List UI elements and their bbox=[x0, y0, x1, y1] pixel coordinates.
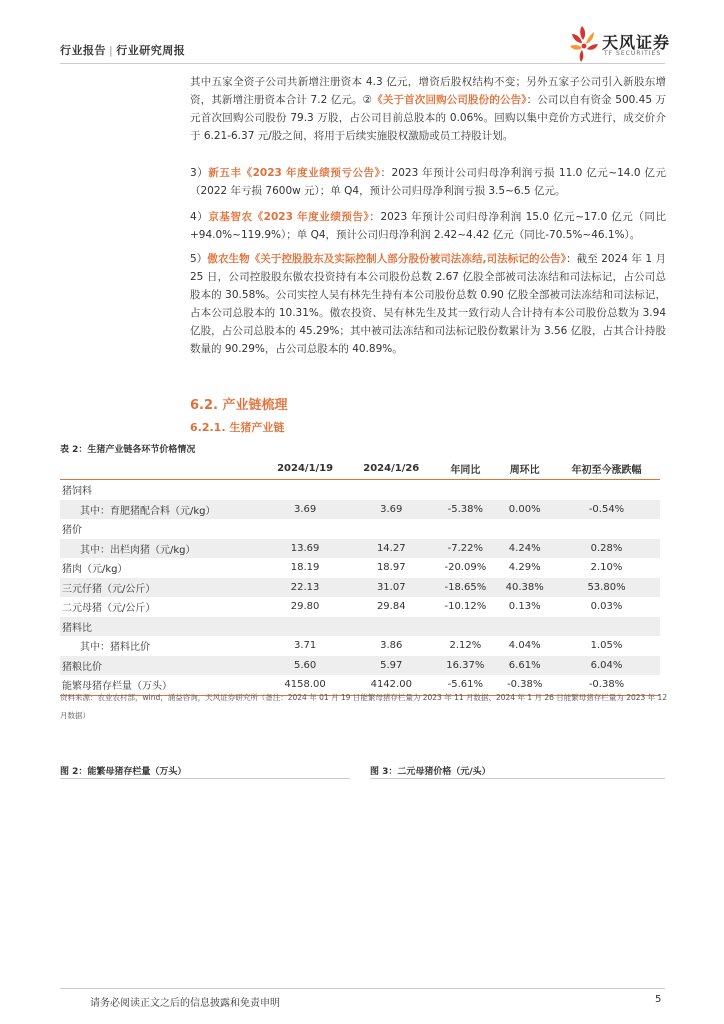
paragraph-text: ：截至 2024 年 1 月 25 日，公司控股股东傲农投资持有本公司股份总数 2.67 亿股全部被司法冻结和司法标记，占公司总股本的 30.58%。公司实控人吴有林先生持有本公司股份总数 0.90 亿股全部被司法冻结和司法标记，占本公司总股本的 10.31%。傲农投资、吴有林先生及其一致行动人合计持有本公司股份总数为 3.94 亿股，占公司总股本的 45.29%；其中被司法冻结和司法标记股份数累计为 3.56 亿股，占其合计持股数量的 90.29%，占公司总股本的 40.89%。 bbox=[190, 253, 666, 355]
table-cell: 0.13% bbox=[508, 601, 541, 613]
row-label: 猪饲料 bbox=[62, 486, 92, 498]
announcement-title: 京基智农《2023 年度业绩预告》 bbox=[208, 211, 370, 223]
figure-2-title: 图 2：能繁母猪存栏量（万头） bbox=[60, 767, 187, 777]
table-cell: 3.86 bbox=[380, 640, 403, 652]
section-heading-6-2: 6.2. 产业链梳理 bbox=[190, 398, 288, 413]
brand-logo bbox=[568, 22, 671, 66]
brand-logo-icon bbox=[568, 24, 602, 64]
table-row bbox=[60, 578, 660, 598]
paragraph-text: 其中五家全资子公司共新增注册资本 4.3 亿元，增资后股权结构不变；另外五家子公司引入新股东增资，其新增注册资本合计 7.2 亿元。② bbox=[190, 76, 666, 106]
table-cell: 5.60 bbox=[262, 656, 348, 676]
table-cell: 4.24% bbox=[496, 539, 553, 559]
table-cell: -20.09% bbox=[444, 562, 487, 574]
table-cell: 3.69 bbox=[348, 500, 434, 520]
table-cell bbox=[496, 617, 553, 637]
paragraph-text: ：2023 年预计公司归母净利润亏损 11.0 亿元~14.0 亿元（2022 年亏损 7600w 元）；单 Q4，预计公司归母净利润亏损 3.5~6.5 亿元。 bbox=[190, 167, 666, 197]
footer-divider bbox=[60, 988, 665, 989]
table-cell: 40.38% bbox=[496, 578, 553, 598]
announcement-title: 傲农生物《关于控股股东及实际控制人部分股份被司法冻结,司法标记的公告》 bbox=[207, 253, 567, 265]
item-number: 3） bbox=[190, 167, 209, 179]
table-cell: 29.84 bbox=[376, 601, 406, 613]
table-row bbox=[60, 480, 660, 500]
table-cell: 6.04% bbox=[553, 656, 660, 676]
paragraph-text: ：公司以自有资金 500.45 万元首次回购公司股份 79.3 万股，占公司目前总股本的 0.06%。回购以集中竞价方式进行，成交价介于 6.21-6.37 元/股之间，将用于后续实施股权激励或员工持股计划。 bbox=[190, 94, 666, 142]
table-cell: 29.80 bbox=[290, 601, 320, 613]
table-cell bbox=[348, 480, 434, 500]
table-cell: 3.69 bbox=[262, 500, 348, 520]
row-label: 能繁母猪存栏量（万头） bbox=[60, 675, 262, 695]
table-cell: 5.97 bbox=[348, 656, 434, 676]
table-cell bbox=[348, 519, 434, 539]
table-cell: 2.12% bbox=[449, 640, 482, 652]
table-cell bbox=[434, 519, 496, 539]
table-cell bbox=[348, 617, 434, 637]
item-number: 5） bbox=[190, 253, 208, 265]
row-label: 其中：猪料比价 bbox=[80, 642, 150, 654]
report-subcategory-label: 行业研究周报 bbox=[116, 44, 186, 57]
brand-name-cn: 天风证券 bbox=[602, 33, 671, 52]
row-label: 猪粮比价 bbox=[60, 656, 262, 676]
table-cell: 1.05% bbox=[590, 640, 623, 652]
figure-3-title: 图 3：二元母猪价格（元/头） bbox=[370, 767, 491, 777]
table-cell bbox=[434, 617, 496, 637]
table-cell: -7.22% bbox=[434, 539, 496, 559]
price-table bbox=[60, 457, 660, 696]
table-row bbox=[60, 656, 660, 676]
page-number: 5 bbox=[655, 994, 662, 1005]
announcement-title: 《关于首次回购公司股份的公告》 bbox=[372, 94, 527, 106]
table-row bbox=[60, 519, 660, 539]
table-cell: -0.54% bbox=[553, 500, 660, 520]
table-header-cell bbox=[60, 457, 262, 480]
header-separator: | bbox=[109, 44, 114, 57]
table-cell bbox=[262, 617, 348, 637]
table-header-cell: 2024/1/26 bbox=[348, 457, 434, 480]
table-cell: -10.12% bbox=[444, 601, 487, 613]
item-number: 4） bbox=[190, 211, 209, 223]
paragraph-jingji-zhinong bbox=[190, 208, 666, 244]
paragraph-xinwufeng bbox=[190, 164, 666, 200]
table-cell: 16.37% bbox=[434, 656, 496, 676]
table-cell: -18.65% bbox=[434, 578, 496, 598]
announcement-title: 新五丰《2023 年度业绩预亏公告》 bbox=[208, 167, 381, 179]
table-cell: 22.13 bbox=[262, 578, 348, 598]
row-label: 三元仔猪（元/公斤） bbox=[60, 578, 262, 598]
table-header-cell: 年同比 bbox=[434, 457, 496, 480]
header-divider bbox=[60, 63, 665, 64]
table-cell: 4142.00 bbox=[348, 675, 434, 695]
paragraph-aonong bbox=[190, 250, 666, 358]
paragraph-text: ：2023 年预计公司归母净利润 15.0 亿元~17.0 亿元（同比+94.0%~119.9%）；单 Q4，预计公司归母净利润 2.42~4.42 亿元（同比-70.5%~46.1%）。 bbox=[190, 211, 666, 241]
brand-name-en: TF SECURITIES bbox=[604, 50, 662, 57]
report-category-label: 行业报告 bbox=[60, 44, 106, 57]
table-cell: 53.80% bbox=[553, 578, 660, 598]
table-cell: 18.19 bbox=[290, 562, 320, 574]
figure-2-divider bbox=[60, 778, 350, 779]
report-category bbox=[60, 42, 185, 58]
row-label: 猪料比 bbox=[60, 617, 262, 637]
table-cell: -0.38% bbox=[496, 675, 553, 695]
row-label: 猪肉（元/kg） bbox=[62, 564, 128, 576]
table-cell: 0.03% bbox=[590, 601, 623, 613]
table-cell bbox=[434, 480, 496, 500]
table-header-cell: 年初至今涨跌幅 bbox=[553, 457, 660, 480]
table-cell: 31.07 bbox=[348, 578, 434, 598]
table-row bbox=[60, 597, 660, 617]
table-row bbox=[60, 558, 660, 578]
table-cell bbox=[553, 480, 660, 500]
table-header-row bbox=[60, 457, 660, 480]
table-header-cell: 周环比 bbox=[496, 457, 553, 480]
table-cell: 4.29% bbox=[508, 562, 541, 574]
table-cell: -0.38% bbox=[553, 675, 660, 695]
table-cell: 14.27 bbox=[348, 539, 434, 559]
table-cell: 0.00% bbox=[496, 500, 553, 520]
table-cell: 4158.00 bbox=[262, 675, 348, 695]
table-cell: 0.28% bbox=[553, 539, 660, 559]
table-cell bbox=[496, 519, 553, 539]
row-label: 猪价 bbox=[62, 525, 82, 537]
table-cell: -5.38% bbox=[434, 500, 496, 520]
table-header-cell: 2024/1/19 bbox=[262, 457, 348, 480]
table-source-note: 资料来源：农业农村部，wind，涌益咨询，天风证券研究所（备注：2024 年 01 月 19 日能繁母猪存栏量为 2023 年 11 月数据、2024 年 1 月 26 日能繁母猪存栏量为 2023 年 12 月数据） bbox=[60, 693, 668, 720]
table-cell bbox=[262, 519, 348, 539]
table-row bbox=[60, 636, 660, 656]
table-cell: 3.71 bbox=[293, 640, 317, 652]
table-cell: 18.97 bbox=[376, 562, 406, 574]
table-cell bbox=[553, 617, 660, 637]
section-heading-6-2-1: 6.2.1. 生猪产业链 bbox=[190, 421, 285, 434]
paragraph-subsidiary-capital bbox=[190, 73, 666, 145]
table-cell: 4.04% bbox=[508, 640, 541, 652]
table-title: 表 2：生猪产业链各环节价格情况 bbox=[60, 445, 196, 455]
row-label: 其中：育肥猪配合料（元/kg） bbox=[60, 500, 262, 520]
table-row bbox=[60, 539, 660, 559]
table-row bbox=[60, 617, 660, 637]
table-cell bbox=[496, 480, 553, 500]
table-cell bbox=[553, 519, 660, 539]
footer-disclaimer: 请务必阅读正文之后的信息披露和免责申明 bbox=[90, 998, 280, 1009]
table-cell bbox=[262, 480, 348, 500]
row-label: 其中：出栏肉猪（元/kg） bbox=[60, 539, 262, 559]
table-cell: -5.61% bbox=[434, 675, 496, 695]
table-row bbox=[60, 500, 660, 520]
table-cell: 2.10% bbox=[590, 562, 623, 574]
row-label: 二元母猪（元/公斤） bbox=[62, 603, 156, 615]
table-cell: 13.69 bbox=[262, 539, 348, 559]
figure-3-divider bbox=[370, 778, 665, 779]
table-cell: 6.61% bbox=[496, 656, 553, 676]
